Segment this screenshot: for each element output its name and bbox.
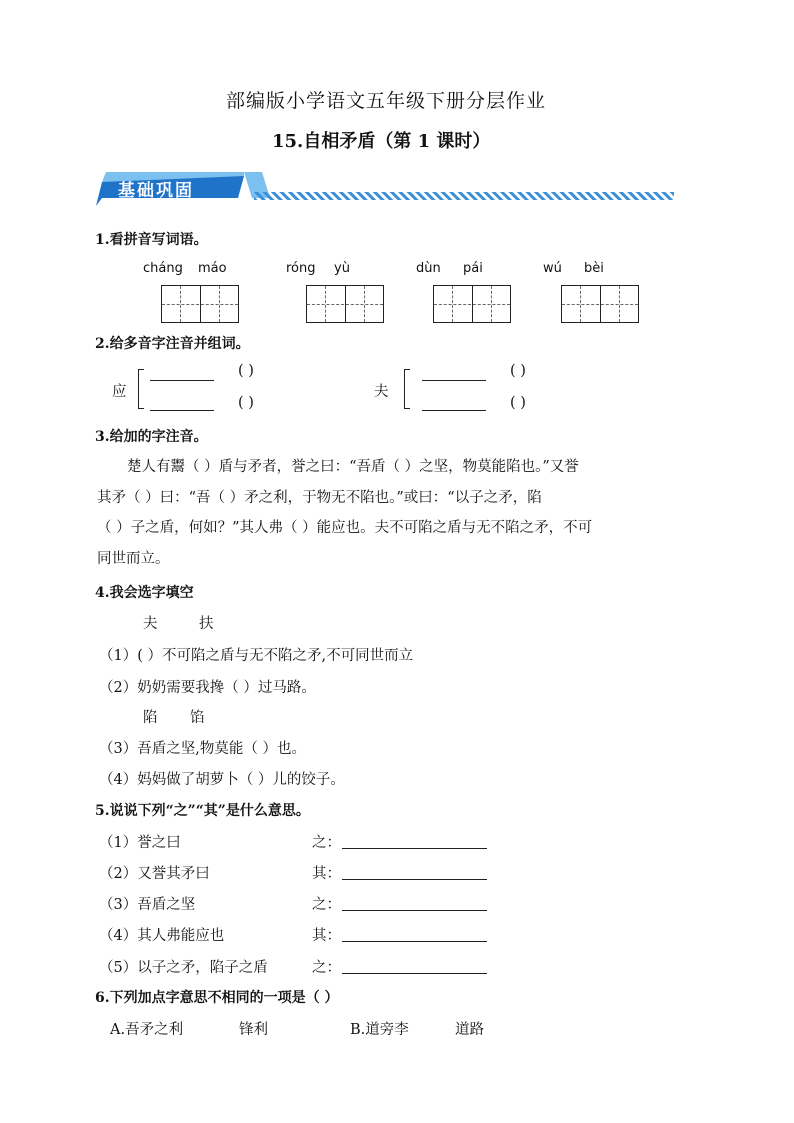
- answer-line[interactable]: [342, 910, 487, 911]
- answer-line[interactable]: [150, 380, 214, 381]
- pinyin: róng: [286, 261, 316, 276]
- polyphone-char: 应: [112, 384, 127, 400]
- fill-item: （1）( ）不可陷之盾与无不陷之矛,不可同世而立: [99, 648, 414, 664]
- fill-item: （2）奶奶需要我搀（ ）过马路。: [99, 680, 316, 696]
- answer-paren[interactable]: ( ): [510, 363, 526, 379]
- option-a-word: 锋利: [239, 1022, 268, 1038]
- banner-hatch: [254, 192, 674, 200]
- answer-line[interactable]: [422, 380, 486, 381]
- writing-grid[interactable]: [161, 285, 239, 323]
- choice-char: 夫: [143, 616, 158, 632]
- pinyin: yù: [334, 261, 350, 276]
- phrase-item: （5）以子之矛，陷子之盾: [99, 960, 268, 976]
- passage-line: 同世而立。: [97, 551, 170, 567]
- question-1-title: 1.看拼音写词语。: [95, 232, 208, 248]
- passage-line: （ ）子之盾，何如？”其人弗（ ）能应也。夫不可陷之盾与无不陷之矛，不可: [97, 520, 593, 536]
- question-6-title: 6.下列加点字意思不相同的一项是（ ）: [95, 990, 339, 1006]
- polyphone-char: 夫: [374, 384, 389, 400]
- fill-item: （3）吾盾之坚,物莫能（ ）也。: [99, 741, 306, 757]
- brace: [138, 369, 144, 409]
- pinyin: pái: [463, 261, 483, 276]
- phrase-item: （4）其人弗能应也: [99, 928, 225, 944]
- answer-paren[interactable]: ( ): [238, 395, 254, 411]
- pinyin: dùn: [416, 261, 441, 276]
- choice-char: 陷: [143, 710, 158, 726]
- pinyin: máo: [198, 261, 227, 276]
- phrase-label: 其：: [312, 928, 341, 944]
- section-label: 基础巩固: [118, 181, 194, 201]
- passage-line: 楚人有鬻（ ）盾与矛者，誉之曰：“吾盾（ ）之坚，物莫能陷也。”又誉: [127, 459, 579, 475]
- choice-char: 扶: [199, 616, 214, 632]
- writing-grid[interactable]: [306, 285, 384, 323]
- option-a[interactable]: A.吾矛之利: [110, 1022, 184, 1038]
- answer-line[interactable]: [342, 879, 487, 880]
- brace: [404, 369, 410, 409]
- phrase-label: 之：: [312, 897, 341, 913]
- passage-line: 其矛（ ）曰：“吾（ ）矛之利，于物无不陷也。”或曰：“以子之矛，陷: [97, 490, 542, 506]
- answer-line[interactable]: [342, 848, 487, 849]
- phrase-item: （1）誉之曰: [99, 835, 181, 851]
- phrase-item: （2）又誉其矛曰: [99, 866, 210, 882]
- answer-paren[interactable]: ( ): [238, 363, 254, 379]
- pinyin: bèi: [584, 261, 604, 276]
- doc-title: 部编版小学语文五年级下册分层作业: [226, 90, 547, 112]
- answer-line[interactable]: [422, 410, 486, 411]
- answer-line[interactable]: [342, 941, 487, 942]
- pinyin: wú: [543, 261, 562, 276]
- writing-grid[interactable]: [561, 285, 639, 323]
- question-5-title: 5.说说下列“之”“其”是什么意思。: [95, 803, 310, 819]
- choice-char: 馅: [190, 710, 205, 726]
- phrase-label: 之：: [312, 835, 341, 851]
- phrase-label: 其：: [312, 866, 341, 882]
- question-4-title: 4.我会选字填空: [95, 585, 194, 601]
- answer-line[interactable]: [150, 410, 214, 411]
- answer-paren[interactable]: ( ): [510, 395, 526, 411]
- fill-item: （4）妈妈做了胡萝卜（ ）儿的饺子。: [99, 772, 345, 788]
- lesson-title: 15.自相矛盾（第 1 课时）: [272, 131, 491, 152]
- phrase-label: 之：: [312, 960, 341, 976]
- question-2-title: 2.给多音字注音并组词。: [95, 336, 250, 352]
- option-b[interactable]: B.道旁李: [350, 1022, 409, 1038]
- writing-grid[interactable]: [433, 285, 511, 323]
- phrase-item: （3）吾盾之坚: [99, 897, 196, 913]
- pinyin: cháng: [143, 261, 183, 276]
- answer-line[interactable]: [342, 973, 487, 974]
- question-3-title: 3.给加的字注音。: [95, 429, 208, 445]
- option-b-word: 道路: [455, 1022, 484, 1038]
